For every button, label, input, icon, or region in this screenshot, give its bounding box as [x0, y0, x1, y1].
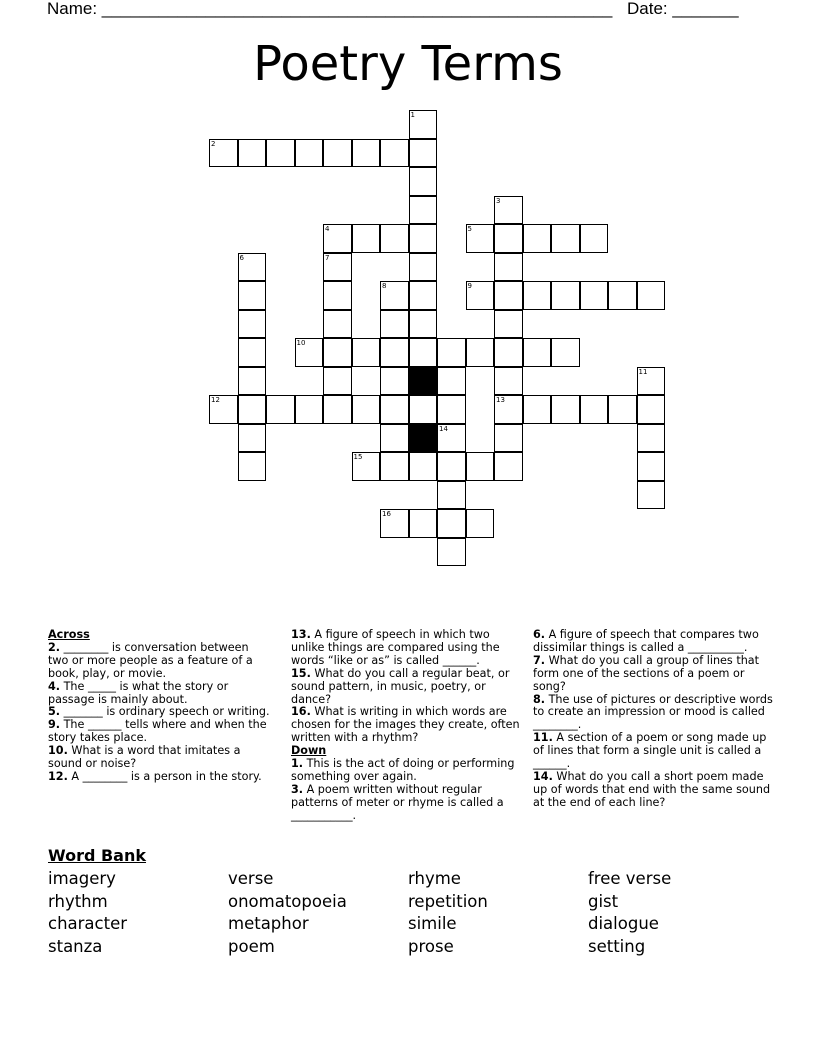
word-bank-title: Word Bank	[48, 846, 147, 865]
crossword-cell[interactable]	[409, 196, 438, 225]
crossword-cell[interactable]	[580, 395, 609, 424]
word-bank-item: free verse	[588, 869, 672, 888]
down-heading: Down	[291, 744, 327, 758]
word-bank-item: dialogue	[588, 914, 659, 933]
crossword-cell[interactable]	[409, 167, 438, 196]
across-heading: Across	[48, 628, 90, 641]
crossword-cell[interactable]	[466, 281, 495, 310]
clue-number: 15	[353, 453, 363, 461]
word-bank-item: poem	[228, 937, 275, 956]
crossword-cell[interactable]	[352, 139, 381, 168]
crossword-cell[interactable]	[437, 367, 466, 396]
word-bank-item: gist	[588, 892, 619, 911]
word-bank-item: imagery	[48, 869, 116, 888]
crossword-cell[interactable]	[494, 253, 523, 282]
clue-number: 3	[496, 196, 501, 205]
word-bank-item: repetition	[408, 892, 488, 911]
crossword-cell[interactable]	[494, 367, 523, 396]
crossword-cell[interactable]	[323, 310, 352, 339]
crossword-cell[interactable]	[238, 139, 267, 168]
crossword-cell[interactable]	[238, 367, 267, 396]
crossword-cell[interactable]	[380, 367, 409, 396]
crossword-cell[interactable]	[409, 338, 438, 367]
clue-across-5: 5. _______ is ordinary speech or writing.	[48, 705, 270, 719]
clue-across-2: 2. ________ is conversation between two or more people as a feature of a book, play, or movie.	[48, 640, 253, 680]
word-bank-item: metaphor	[228, 914, 309, 933]
crossword-cell[interactable]	[295, 139, 324, 168]
crossword-cell[interactable]	[380, 310, 409, 339]
crossword-cell[interactable]	[608, 395, 637, 424]
crossword-cell[interactable]	[352, 452, 381, 481]
crossword-cell[interactable]	[238, 452, 267, 481]
crossword-cell[interactable]	[409, 253, 438, 282]
word-bank-item: onomatopoeia	[228, 892, 347, 911]
clues-column-2	[291, 629, 525, 823]
crossword-cell[interactable]	[323, 253, 352, 282]
word-bank-item: character	[48, 914, 128, 933]
crossword-block	[409, 424, 438, 453]
crossword-cell[interactable]	[437, 538, 466, 567]
crossword-cell[interactable]	[323, 139, 352, 168]
crossword-cell[interactable]	[637, 395, 666, 424]
clue-across-9: 9. The ______ tells where and when the story takes place.	[48, 718, 267, 745]
name-field-label[interactable]: Name: ______________________________________________________	[47, 0, 613, 18]
crossword-cell[interactable]	[409, 310, 438, 339]
crossword-cell[interactable]	[551, 395, 580, 424]
word-bank-item: simile	[408, 914, 457, 933]
clue-number: 11	[638, 367, 648, 376]
crossword-cell[interactable]	[437, 509, 466, 538]
clue-number: 12	[211, 396, 220, 404]
crossword-cell[interactable]	[523, 224, 552, 253]
crossword-cell[interactable]	[238, 395, 267, 424]
crossword-cell[interactable]	[409, 110, 438, 139]
clue-across-15: 15. What do you call a regular beat, or sound pattern, in music, poetry, or dance?	[291, 666, 510, 706]
crossword-cell[interactable]	[637, 481, 666, 510]
word-bank-item: setting	[588, 937, 646, 956]
crossword-cell[interactable]	[409, 224, 438, 253]
crossword-cell[interactable]	[580, 281, 609, 310]
crossword-cell[interactable]	[409, 452, 438, 481]
crossword-cell[interactable]	[323, 338, 352, 367]
clue-number: 4	[325, 225, 330, 233]
crossword-cell[interactable]	[494, 281, 523, 310]
clue-down-7: 7. What do you call a group of lines that form one of the sections of a poem or song?	[533, 653, 760, 693]
clue-across-12: 12. A ________ is a person in the story.	[48, 769, 262, 783]
clue-down-11: 11. A section of a poem or song made up of lines that form a single unit is called a ______.	[533, 731, 767, 771]
crossword-cell[interactable]	[466, 224, 495, 253]
clue-number: 5	[467, 225, 472, 233]
crossword-cell[interactable]	[323, 395, 352, 424]
clue-across-4: 4. The _____ is what the story or passage is mainly about.	[48, 679, 229, 706]
clue-number: 8	[382, 282, 387, 290]
crossword-cell[interactable]	[466, 452, 495, 481]
crossword-cell[interactable]	[409, 395, 438, 424]
clue-number: 10	[296, 339, 306, 347]
crossword-cell[interactable]	[523, 395, 552, 424]
crossword-cell[interactable]	[523, 281, 552, 310]
crossword-cell[interactable]	[352, 395, 381, 424]
crossword-cell[interactable]	[238, 281, 267, 310]
crossword-cell[interactable]	[352, 338, 381, 367]
crossword-cell[interactable]	[295, 338, 324, 367]
crossword-cell[interactable]	[380, 424, 409, 453]
clue-number: 13	[496, 396, 505, 404]
clue-down-8: 8. The use of pictures or descriptive words to create an impression or mood is called ________.	[533, 692, 773, 732]
crossword-cell[interactable]	[209, 139, 238, 168]
crossword-cell[interactable]	[380, 139, 409, 168]
word-bank-item: prose	[408, 937, 454, 956]
word-bank-item: rhyme	[408, 869, 461, 888]
clue-number: 1	[410, 111, 415, 119]
clue-across-13: 13. A figure of speech in which two unlike things are compared using the words “like or as” is called ______.	[291, 628, 500, 667]
crossword-cell[interactable]	[266, 395, 295, 424]
crossword-cell[interactable]	[580, 224, 609, 253]
crossword-cell[interactable]	[238, 338, 267, 367]
clue-down-1: 1. This is the act of doing or performing something over again.	[291, 757, 515, 783]
crossword-cell[interactable]	[380, 452, 409, 481]
clues-column-1	[48, 629, 270, 784]
clue-number: 14	[439, 424, 448, 433]
crossword-cell[interactable]	[437, 481, 466, 510]
crossword-cell[interactable]	[437, 452, 466, 481]
crossword-cell[interactable]	[380, 281, 409, 310]
clue-number: 6	[239, 253, 244, 262]
crossword-cell[interactable]	[209, 395, 238, 424]
crossword-cell[interactable]	[437, 395, 466, 424]
crossword-cell[interactable]	[380, 395, 409, 424]
crossword-cell[interactable]	[494, 424, 523, 453]
crossword-cell[interactable]	[238, 310, 267, 339]
clue-across-10: 10. What is a word that imitates a sound or noise?	[48, 744, 241, 771]
date-field-label[interactable]: Date: _______	[627, 0, 739, 18]
word-bank-item: verse	[228, 869, 274, 888]
crossword-block	[409, 367, 438, 396]
crossword-cell[interactable]	[494, 196, 523, 225]
crossword-cell[interactable]	[409, 139, 438, 168]
crossword-cell[interactable]	[494, 395, 523, 424]
crossword-cell[interactable]	[380, 509, 409, 538]
crossword-cell[interactable]	[238, 253, 267, 282]
crossword-cell[interactable]	[523, 338, 552, 367]
crossword-cell[interactable]	[551, 338, 580, 367]
crossword-cell[interactable]	[295, 395, 324, 424]
crossword-cell[interactable]	[466, 509, 495, 538]
crossword-cell[interactable]	[551, 224, 580, 253]
clues-column-3	[533, 629, 773, 810]
crossword-cell[interactable]	[323, 224, 352, 253]
crossword-cell[interactable]	[380, 224, 409, 253]
crossword-cell[interactable]	[323, 367, 352, 396]
clue-down-6: 6. A figure of speech that compares two dissimilar things is called a __________.	[533, 628, 759, 654]
clue-number: 2	[211, 139, 216, 148]
clue-down-3: 3. A poem written without regular patterns of meter or rhyme is called a ___________.	[291, 782, 504, 822]
page-title: Poetry Terms	[253, 36, 563, 92]
crossword-cell[interactable]	[409, 281, 438, 310]
crossword-cell[interactable]	[437, 424, 466, 453]
crossword-cell[interactable]	[466, 338, 495, 367]
crossword-cell[interactable]	[637, 452, 666, 481]
crossword-cell[interactable]	[494, 310, 523, 339]
crossword-cell[interactable]	[352, 224, 381, 253]
clue-across-16: 16. What is writing in which words are chosen for the images they create, often written with a rhythm?	[291, 705, 520, 745]
crossword-cell[interactable]	[494, 224, 523, 253]
crossword-cell[interactable]	[494, 338, 523, 367]
crossword-cell[interactable]	[494, 452, 523, 481]
word-bank-item: stanza	[48, 937, 103, 956]
crossword-cell[interactable]	[266, 139, 295, 168]
crossword-cell[interactable]	[380, 338, 409, 367]
crossword-cell[interactable]	[437, 338, 466, 367]
crossword-cell[interactable]	[637, 281, 666, 310]
word-bank-item: rhythm	[48, 892, 108, 911]
crossword-cell[interactable]	[409, 509, 438, 538]
crossword-cell[interactable]	[323, 281, 352, 310]
crossword-cell[interactable]	[637, 367, 666, 396]
clue-down-14: 14. What do you call a short poem made up of words that end with the same sound at the end of each line?	[533, 769, 771, 809]
crossword-cell[interactable]	[608, 281, 637, 310]
crossword-cell[interactable]	[238, 424, 267, 453]
clue-number: 16	[382, 510, 391, 518]
clue-number: 9	[467, 282, 472, 290]
clue-number: 7	[325, 253, 330, 262]
crossword-cell[interactable]	[551, 281, 580, 310]
crossword-cell[interactable]	[637, 424, 666, 453]
